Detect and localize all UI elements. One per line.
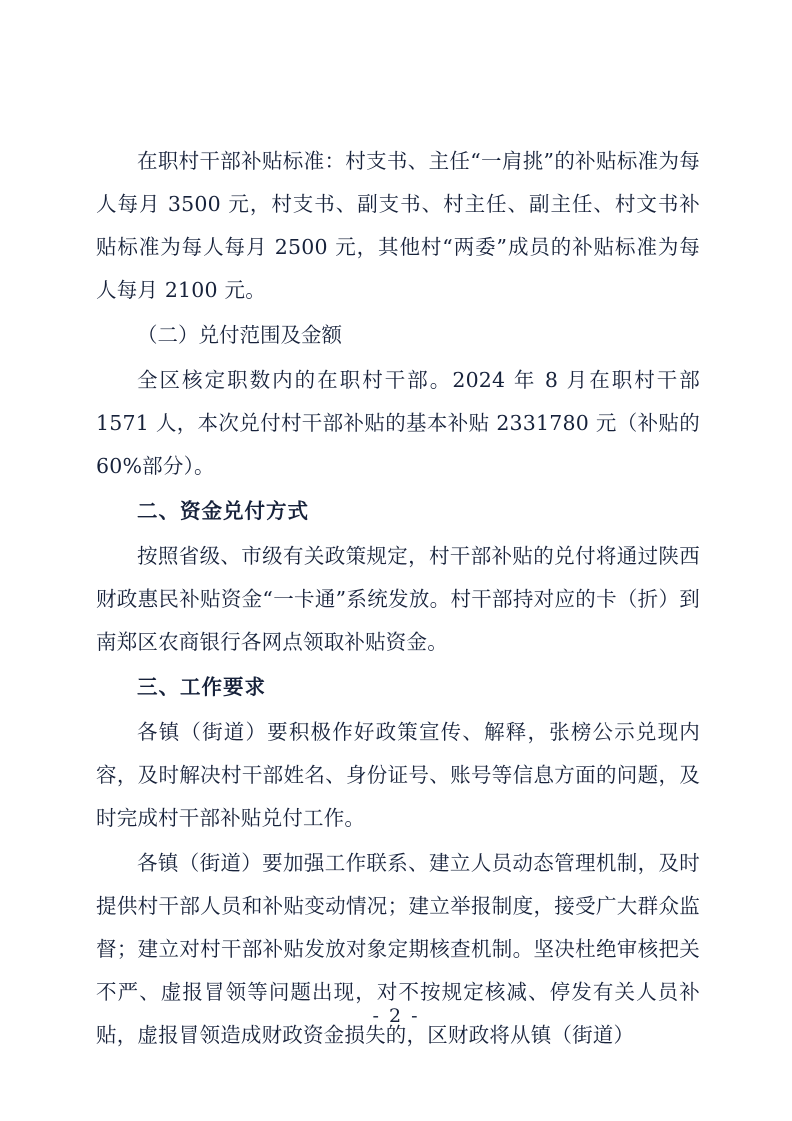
paragraph-scope-amount: 全区核定职数内的在职村干部。2024 年 8 月在职村干部 1571 人，本次兑付村干部补贴的基本补贴 2331780 元（补贴的 60%部分）。	[96, 368, 700, 478]
paragraph-subsidy-standard: 在职村干部补贴标准：村支书、主任“一肩挑”的补贴标准为每人每月 3500 元，村支书、副支书、村主任、副主任、村文书补贴标准为每人每月 2500 元，其他村“两委”成员的补贴标准为每人每月 2100 元。	[96, 149, 700, 302]
page-number-footer: - 2 -	[372, 1005, 420, 1027]
heading-work-requirements: 三、工作要求	[137, 675, 266, 699]
heading-payment-method: 二、资金兑付方式	[137, 499, 309, 523]
paragraph-payment-method: 按照省级、市级有关政策规定，村干部补贴的兑付将通过陕西财政惠民补贴资金“一卡通”系统发放。村干部持对应的卡（折）到南郑区农商银行各网点领取补贴资金。	[96, 544, 700, 654]
subheading-scope-amount: （二）兑付范围及金额	[137, 323, 342, 347]
paragraph-requirement-1: 各镇（街道）要积极作好政策宣传、解释，张榜公示兑现内容，及时解决村干部姓名、身份证号、账号等信息方面的问题，及时完成村干部补贴兑付工作。	[96, 720, 700, 830]
document-body	[96, 140, 700, 1059]
paragraph-requirement-2: 各镇（街道）要加强工作联系、建立人员动态管理机制，及时提供村干部人员和补贴变动情况；建立举报制度，接受广大群众监督；建立对村干部补贴发放对象定期核查机制。坚决杜绝审核把关不严、虚报冒领等问题出现，对不按规定核减、停发有关人员补贴，虚报冒领造成财政资金损失的，区财政将从镇（街道）	[96, 851, 700, 1047]
